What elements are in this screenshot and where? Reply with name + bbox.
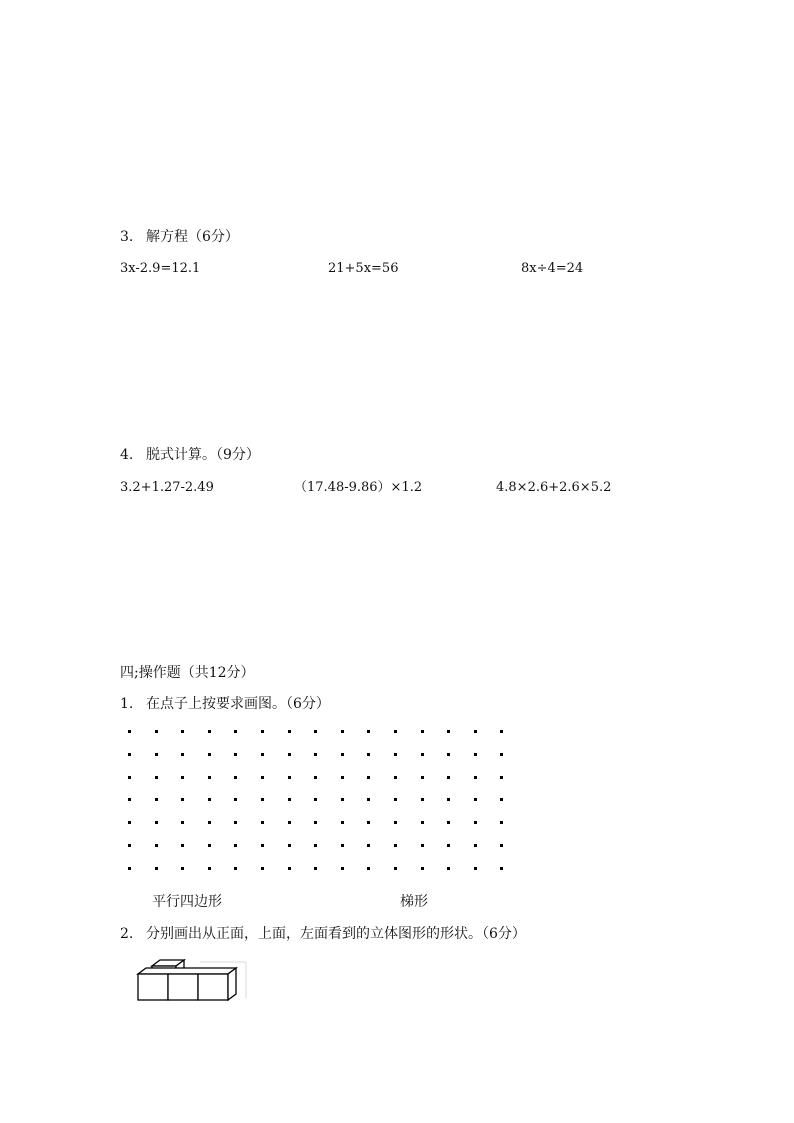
grid-dot[interactable] — [421, 753, 424, 756]
grid-dot[interactable] — [447, 844, 450, 847]
grid-dot[interactable] — [447, 821, 450, 824]
expression-1: 3.2+1.27-2.49 — [120, 480, 214, 495]
equation-2: 21+5x=56 — [328, 261, 399, 276]
section4-title: 脱式计算。（9分） — [146, 447, 260, 463]
grid-dot[interactable] — [288, 753, 291, 756]
grid-dot[interactable] — [314, 821, 317, 824]
grid-dot[interactable] — [155, 730, 158, 733]
grid-dot[interactable] — [474, 821, 477, 824]
grid-dot[interactable] — [234, 730, 237, 733]
grid-dot[interactable] — [181, 753, 184, 756]
equation-3: 8x÷4=24 — [521, 261, 584, 276]
equation-1: 3x-2.9=12.1 — [120, 261, 201, 276]
grid-dot[interactable] — [421, 776, 424, 779]
grid-dot[interactable] — [447, 867, 450, 870]
grid-dot[interactable] — [474, 730, 477, 733]
q1-text: 在点子上按要求画图。（6分） — [146, 696, 330, 712]
grid-dot[interactable] — [181, 730, 184, 733]
label-parallelogram: 平行四边形 — [152, 894, 222, 910]
grid-dot[interactable] — [261, 821, 264, 824]
grid-dot[interactable] — [474, 844, 477, 847]
grid-dot[interactable] — [128, 844, 131, 847]
grid-dot[interactable] — [341, 730, 344, 733]
grid-dot[interactable] — [367, 821, 370, 824]
grid-dot[interactable] — [314, 753, 317, 756]
grid-dot[interactable] — [314, 867, 317, 870]
grid-dot[interactable] — [261, 753, 264, 756]
grid-dot[interactable] — [128, 776, 131, 779]
cube-figure — [136, 958, 256, 1006]
grid-dot[interactable] — [288, 776, 291, 779]
grid-dot[interactable] — [261, 844, 264, 847]
grid-dot[interactable] — [367, 730, 370, 733]
grid-dot[interactable] — [341, 844, 344, 847]
grid-dot[interactable] — [394, 821, 397, 824]
section4-number: 4. — [120, 447, 134, 463]
grid-dot[interactable] — [261, 776, 264, 779]
grid-dot[interactable] — [447, 753, 450, 756]
grid-dot[interactable] — [208, 730, 211, 733]
section3-title: 解方程（6分） — [146, 229, 239, 245]
grid-dot[interactable] — [128, 730, 131, 733]
grid-dot[interactable] — [181, 798, 184, 801]
grid-dot[interactable] — [181, 776, 184, 779]
grid-dot[interactable] — [421, 730, 424, 733]
grid-dot[interactable] — [421, 821, 424, 824]
grid-dot[interactable] — [181, 844, 184, 847]
grid-dot[interactable] — [128, 821, 131, 824]
q2-text: 分别画出从正面，上面，左面看到的立体图形的形状。（6分） — [146, 926, 526, 942]
grid-dot[interactable] — [261, 867, 264, 870]
grid-dot[interactable] — [500, 776, 503, 779]
expression-2: （17.48-9.86）×1.2 — [294, 480, 423, 495]
grid-dot[interactable] — [500, 821, 503, 824]
grid-dot[interactable] — [500, 753, 503, 756]
grid-dot[interactable] — [474, 867, 477, 870]
grid-dot[interactable] — [421, 844, 424, 847]
label-trapezoid: 梯形 — [400, 894, 428, 910]
grid-dot[interactable] — [394, 798, 397, 801]
grid-dot[interactable] — [314, 776, 317, 779]
grid-dot[interactable] — [208, 753, 211, 756]
grid-dot[interactable] — [181, 867, 184, 870]
grid-dot[interactable] — [421, 867, 424, 870]
grid-dot[interactable] — [341, 821, 344, 824]
grid-dot[interactable] — [288, 798, 291, 801]
grid-dot[interactable] — [341, 867, 344, 870]
grid-dot[interactable] — [421, 798, 424, 801]
grid-dot[interactable] — [128, 798, 131, 801]
grid-dot[interactable] — [367, 844, 370, 847]
grid-dot[interactable] — [155, 798, 158, 801]
grid-dot[interactable] — [181, 821, 184, 824]
grid-dot[interactable] — [367, 753, 370, 756]
grid-dot[interactable] — [474, 798, 477, 801]
grid-dot[interactable] — [261, 730, 264, 733]
grid-dot[interactable] — [314, 798, 317, 801]
grid-dot[interactable] — [367, 776, 370, 779]
section3-number: 3. — [120, 229, 134, 245]
grid-dot[interactable] — [261, 798, 264, 801]
grid-dot[interactable] — [208, 798, 211, 801]
grid-dot[interactable] — [155, 867, 158, 870]
q1-heading — [120, 695, 330, 713]
grid-dot[interactable] — [500, 844, 503, 847]
grid-dot[interactable] — [367, 798, 370, 801]
grid-dot[interactable] — [155, 753, 158, 756]
section3-heading — [120, 228, 239, 246]
grid-dot[interactable] — [234, 798, 237, 801]
grid-dot[interactable] — [208, 776, 211, 779]
grid-dot[interactable] — [367, 867, 370, 870]
grid-dot[interactable] — [208, 844, 211, 847]
grid-dot[interactable] — [341, 753, 344, 756]
q2-heading — [120, 925, 526, 943]
grid-dot[interactable] — [394, 730, 397, 733]
grid-dot[interactable] — [314, 730, 317, 733]
grid-dot[interactable] — [234, 753, 237, 756]
grid-dot[interactable] — [234, 821, 237, 824]
expression-3: 4.8×2.6+2.6×5.2 — [496, 480, 612, 495]
grid-dot[interactable] — [394, 844, 397, 847]
grid-dot[interactable] — [314, 844, 317, 847]
grid-dot[interactable] — [394, 776, 397, 779]
grid-dot[interactable] — [288, 730, 291, 733]
grid-dot[interactable] — [128, 867, 131, 870]
grid-dot[interactable] — [474, 753, 477, 756]
grid-dot[interactable] — [447, 798, 450, 801]
grid-dot[interactable] — [155, 776, 158, 779]
grid-dot[interactable] — [394, 867, 397, 870]
grid-dot[interactable] — [394, 753, 397, 756]
grid-dot[interactable] — [500, 798, 503, 801]
grid-dot[interactable] — [447, 776, 450, 779]
grid-dot[interactable] — [288, 844, 291, 847]
grid-dot[interactable] — [341, 776, 344, 779]
grid-dot[interactable] — [234, 776, 237, 779]
grid-dot[interactable] — [128, 753, 131, 756]
grid-dot[interactable] — [234, 867, 237, 870]
q1-number: 1. — [120, 696, 134, 712]
grid-dot[interactable] — [500, 730, 503, 733]
part4-heading: 四;操作题（共12分） — [120, 665, 255, 681]
grid-dot[interactable] — [500, 867, 503, 870]
grid-dot[interactable] — [155, 844, 158, 847]
bottom-cubes — [138, 968, 236, 1000]
q2-number: 2. — [120, 926, 134, 942]
grid-dot[interactable] — [341, 798, 344, 801]
grid-dot[interactable] — [155, 821, 158, 824]
grid-dot[interactable] — [234, 844, 237, 847]
grid-dot[interactable] — [208, 867, 211, 870]
grid-dot[interactable] — [288, 867, 291, 870]
section4-heading — [120, 446, 260, 464]
grid-dot[interactable] — [474, 776, 477, 779]
grid-dot[interactable] — [208, 821, 211, 824]
grid-dot[interactable] — [447, 730, 450, 733]
grid-dot[interactable] — [288, 821, 291, 824]
